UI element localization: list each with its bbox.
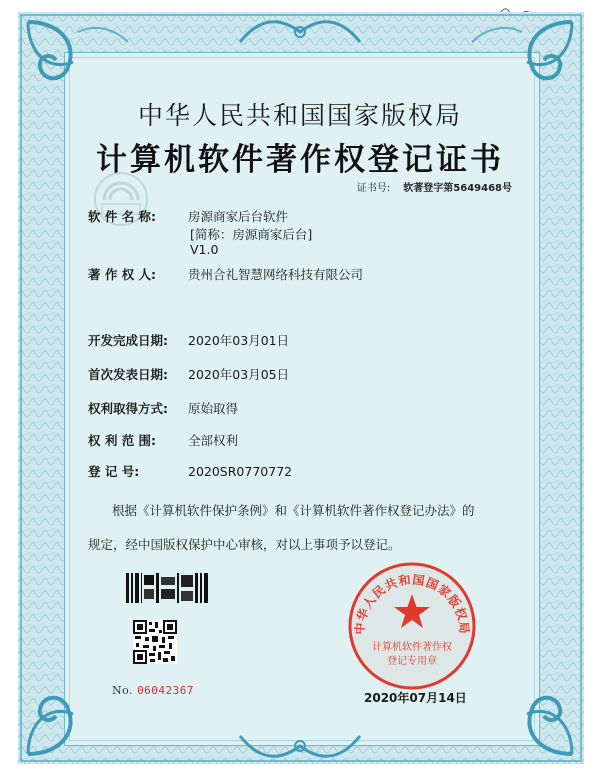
completion-date-value: 2020年03月01日 <box>188 333 290 348</box>
rights-scope-label: 权 利 范 围: <box>88 433 157 448</box>
seal-ring-text: 中华人民共和国国家版权局 <box>352 572 472 636</box>
seal-center-line-1: 计算机软件著作权 <box>372 642 452 653</box>
publish-date-row <box>88 365 289 383</box>
rights-scope-row <box>88 431 238 449</box>
serial-value: 06042367 <box>137 684 195 697</box>
registration-number-value: 2020SR0770772 <box>188 464 293 479</box>
owner-value: 贵州合礼智慧网络科技有限公司 <box>188 267 364 282</box>
completion-date-row <box>88 331 289 349</box>
statement-line-2: 规定，经中国版权保护中心审核，对以上事项予以登记。 <box>88 537 401 552</box>
corner-ornament-bottom-left <box>18 664 138 764</box>
software-name-row <box>88 207 288 225</box>
official-seal <box>346 560 478 692</box>
software-version: V1.0 <box>190 242 219 257</box>
registration-number-row <box>88 462 292 480</box>
corner-ornament-bottom-right <box>462 664 582 764</box>
barcode-icon <box>126 573 212 603</box>
certificate-number-label: 证书号: <box>356 183 391 194</box>
certificate-title: 计算机软件著作权登记证书 <box>96 142 504 178</box>
publish-date-label: 首次发表日期: <box>88 367 168 382</box>
software-name-value: 房源商家后台软件 <box>188 209 289 224</box>
completion-date-label: 开发完成日期: <box>88 333 168 348</box>
registration-number-label: 登 记 号: <box>88 464 140 479</box>
certificate-number <box>357 179 512 194</box>
qr-code-icon <box>133 620 177 664</box>
top-center-ornament <box>230 12 370 52</box>
certificate-number-value: 软著登字第5649468号 <box>403 183 512 194</box>
publish-date-value: 2020年03月05日 <box>188 367 290 382</box>
acquire-method-label: 权利取得方式: <box>88 401 168 416</box>
issue-date: 2020年07月14日 <box>364 691 467 705</box>
serial-number <box>112 684 194 697</box>
acquire-method-value: 原始取得 <box>188 401 239 416</box>
bottom-center-ornament <box>230 726 370 766</box>
software-name-label: 软 件 名 称: <box>88 209 157 224</box>
acquire-method-row <box>88 399 238 417</box>
serial-label: No. <box>112 684 134 697</box>
owner-label: 著 作 权 人: <box>88 267 157 282</box>
issuer-heading: 中华人民共和国国家版权局 <box>137 101 462 130</box>
statement-line-1: 根据《计算机软件保护条例》和《计算机软件著作权登记办法》的 <box>112 503 475 518</box>
rights-scope-value: 全部权利 <box>188 433 239 448</box>
owner-row <box>88 265 363 283</box>
seal-center-line-2: 登记专用章 <box>387 656 437 667</box>
software-short-name: [简称：房源商家后台] <box>190 227 313 242</box>
